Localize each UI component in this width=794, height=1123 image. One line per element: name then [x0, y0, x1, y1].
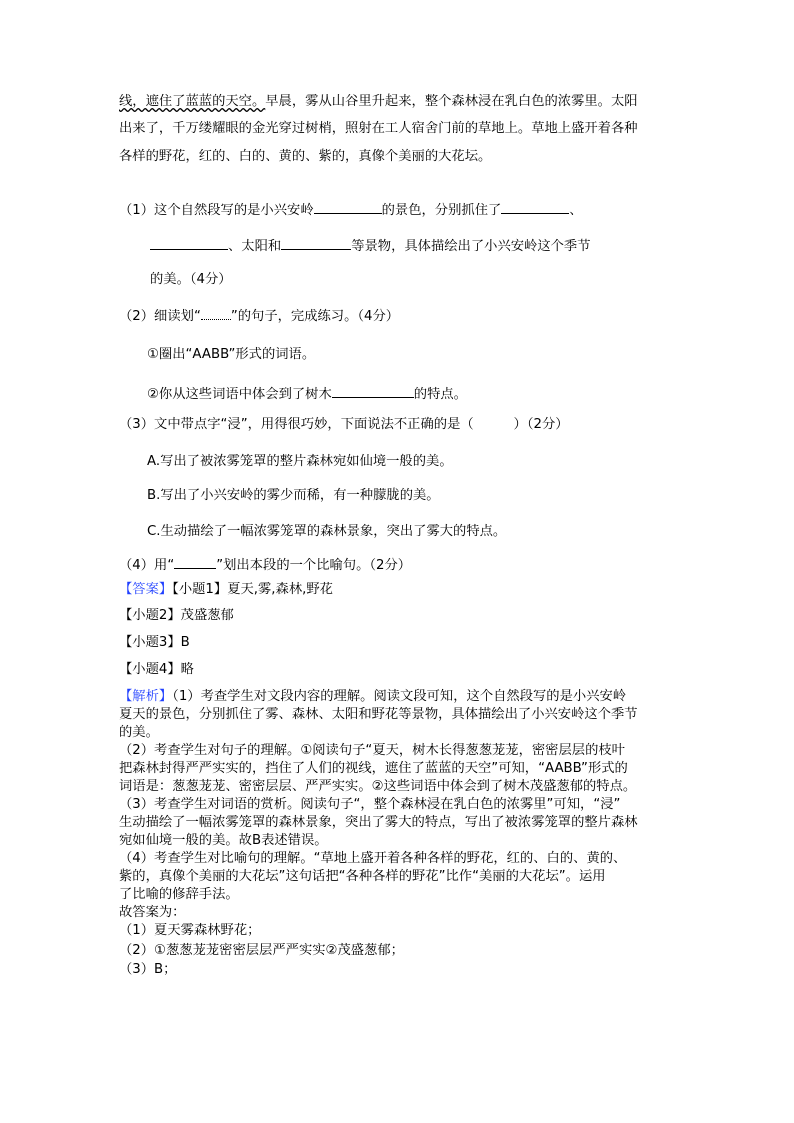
analysis-line-3: 的美。 — [119, 725, 159, 740]
answer-text: B — [180, 635, 190, 650]
analysis-text: （1）考查学生对文段内容的理解。阅读文段可知，这个自然段写的是小兴安岭 — [172, 689, 627, 704]
q2-text: ②你从这些词语中体会到了树木 — [147, 387, 332, 402]
analysis-line-4: （2）考查学生对句子的理解。①阅读句子“夏天，树木长得葱葱茏茏，密密层层的枝叶 — [119, 743, 625, 758]
answer-blank — [281, 235, 351, 250]
analysis-line-1 — [119, 688, 689, 706]
question-1-line-1 — [119, 199, 583, 220]
question-3-option-c: C.生动描绘了一幅浓雾笼罩的森林景象，突出了雾大的特点。 — [147, 524, 507, 539]
analysis-line-12: 了比喻的修辞手法。 — [119, 887, 239, 902]
question-1-line-2 — [150, 235, 591, 256]
answer-row-2 — [119, 607, 234, 625]
analysis-line-5: 把森林封得严严实实的，挡住了人们的视线，遮住了蓝蓝的天空”可知，“AABB”形式的 — [119, 761, 628, 776]
answer-tag: 【小题3】 — [119, 635, 181, 650]
q4-text: （4）用“ — [119, 558, 175, 573]
question-4-stem — [119, 557, 411, 575]
q1-text: 的景色，分别抓住了 — [381, 203, 502, 218]
question-2-sub-2 — [147, 383, 467, 404]
wavy-underlined-sentence: 线，遮住了蓝蓝的天空。 — [119, 94, 266, 109]
q1-text: 等景物，具体描绘出了小兴安岭这个季节 — [351, 239, 591, 254]
answer-tag: 【小题1】 — [172, 582, 228, 597]
analysis-line-9: 宛如仙境一般的美。故B表述错误。 — [119, 833, 328, 848]
q2-text: （2）细读划“ — [119, 309, 201, 324]
analysis-line-8: 生动描绘了一幅浓雾笼罩的森林景象，突出了雾大的特点，写出了被浓雾笼罩的整片森林 — [119, 815, 638, 830]
q1-text: 、太阳和 — [228, 239, 282, 254]
question-2-sub-1: ①圈出“AABB”形式的词语。 — [147, 347, 316, 362]
answer-text: 略 — [180, 662, 194, 677]
analysis-line-2: 夏天的景色，分别抓住了雾、森林、太阳和野花等景物，具体描绘出了小兴安岭这个季节 — [119, 707, 638, 722]
analysis-line-13: 故答案为： — [119, 905, 186, 920]
answer-text: 茂盛葱郁 — [180, 608, 234, 623]
question-3-stem: （3）文中带点字“浸”，用得很巧妙，下面说法不正确的是（ ）（2分） — [119, 417, 569, 432]
answer-row-3 — [119, 634, 190, 652]
q1-text: 、 — [569, 203, 583, 218]
answer-blank — [314, 199, 382, 214]
answer-blank — [501, 199, 569, 214]
passage-text: 早晨，雾从山谷里升起来，整个森林浸在乳白色的浓雾里。太阳 — [265, 94, 638, 109]
q2-text: ”的句子，完成练习。（4分） — [230, 309, 400, 324]
answer-label: 【答案】 — [119, 582, 173, 597]
question-2-stem — [119, 308, 399, 326]
question-1-line-3: 的美。（4分） — [150, 272, 232, 287]
analysis-line-7: （3）考查学生对词语的赏析。阅读句子“，整个森林浸在乳白色的浓雾里”可知，“浸” — [119, 797, 621, 812]
analysis-line-14: （1）夏天雾森林野花； — [119, 923, 261, 938]
question-3-option-b: B.写出了小兴安岭的雾少而稀，有一种朦胧的美。 — [147, 488, 440, 503]
passage-line-2: 出来了，千万缕耀眼的金光穿过树梢，照射在工人宿舍门前的草地上。草地上盛开着各种 — [119, 121, 638, 136]
answer-blank — [332, 383, 414, 398]
question-3-option-a: A.写出了被浓雾笼罩的整片森林宛如仙境一般的美。 — [147, 454, 453, 469]
analysis-line-10: （4）考查学生对比喻句的理解。“草地上盛开着各种各样的野花，红的、白的、黄的、 — [119, 851, 627, 866]
analysis-line-11: 紫的，真像个美丽的大花坛”这句话把“各种各样的野花”比作“美丽的大花坛”。运用 — [119, 869, 606, 884]
analysis-line-6: 词语是：葱葱茏茏、密密层层、严严实实。②这些词语中体会到了树木茂盛葱郁的特点。 — [119, 779, 637, 794]
answer-tag: 【小题2】 — [119, 608, 181, 623]
analysis-line-16: （3）B； — [119, 962, 177, 977]
q1-text: （1）这个自然段写的是小兴安岭 — [119, 203, 314, 218]
analysis-label: 【解析】 — [119, 689, 173, 704]
answer-row-4 — [119, 661, 194, 679]
answer-text: 夏天,雾,森林,野花 — [227, 582, 333, 597]
answer-blank — [150, 235, 228, 250]
q2-text: 的特点。 — [413, 387, 467, 402]
answer-tag: 【小题4】 — [119, 662, 181, 677]
answer-row-1 — [119, 581, 333, 599]
passage-line-3: 各样的野花，红的、白的、黄的、紫的，真像个美丽的大花坛。 — [119, 149, 492, 164]
q4-text: ”划出本段的一个比喻句。（2分） — [216, 558, 412, 573]
wavy-line-mark — [201, 311, 231, 320]
passage-line-1 — [119, 93, 638, 111]
analysis-line-15: （2）①葱葱茏茏密密层层严严实实②茂盛葱郁； — [119, 943, 404, 958]
straight-line-mark — [174, 558, 216, 569]
